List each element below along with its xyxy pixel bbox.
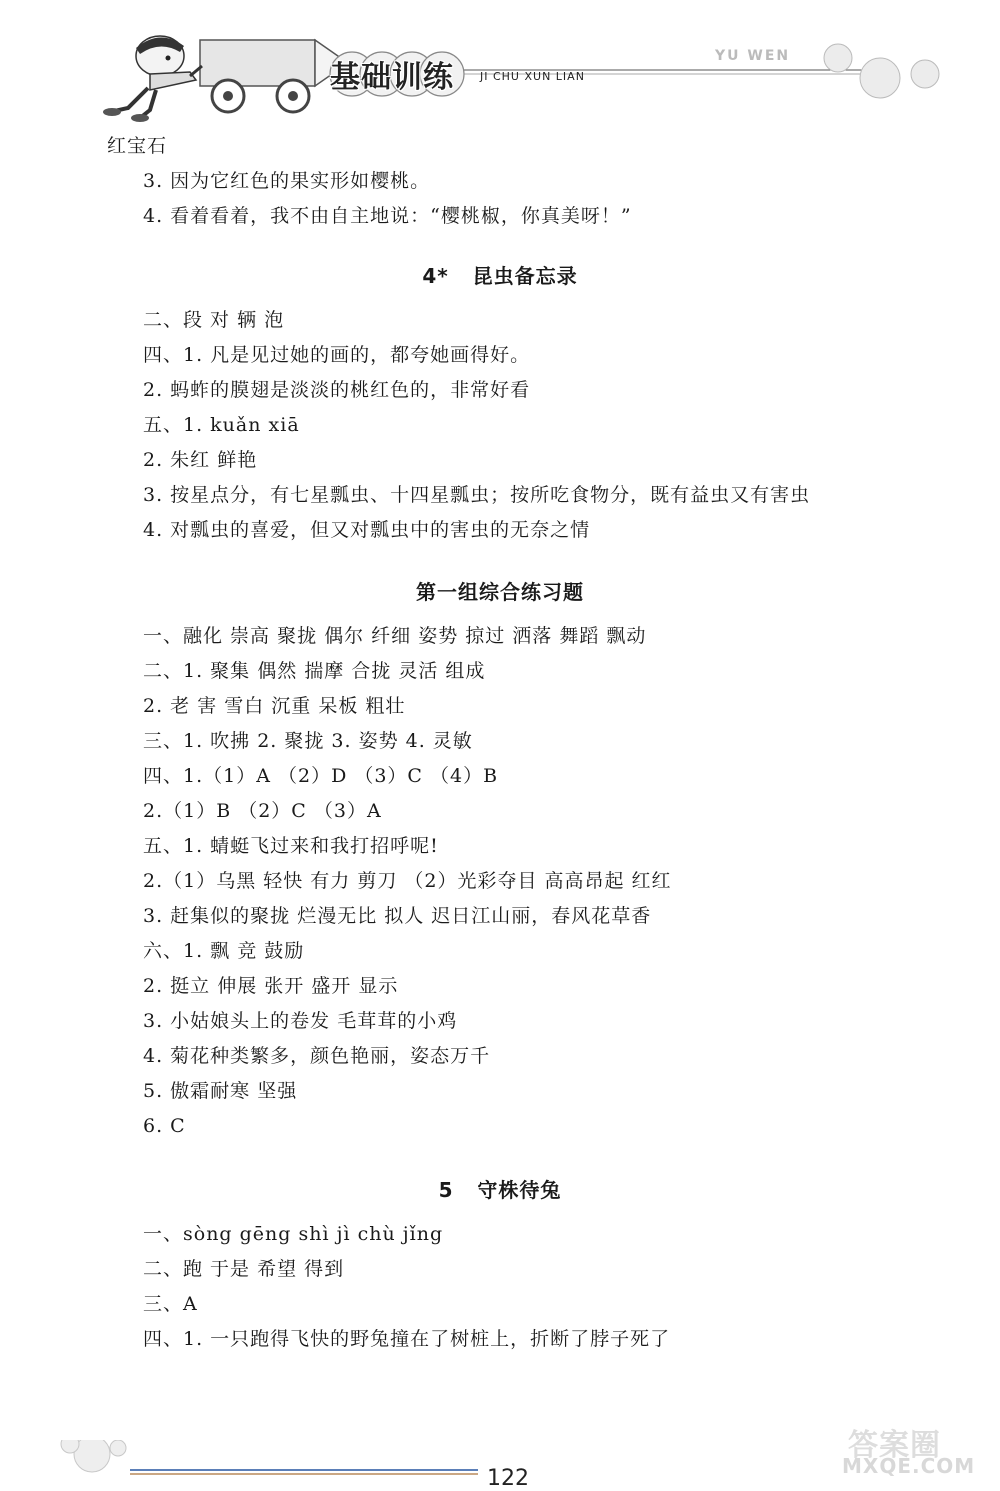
text-line: 五、1. kuǎn xiā	[143, 414, 300, 436]
text-line: 2.（1）乌黑 轻快 有力 剪刀 （2）光彩夺目 高高昂起 红红	[143, 870, 672, 892]
text-line: 六、1. 飘 竞 鼓励	[143, 940, 305, 962]
text-line: 四、1. 一只跑得飞快的野兔撞在了树桩上，折断了脖子死了	[143, 1328, 671, 1350]
text-line: 二、跑 于是 希望 得到	[143, 1258, 345, 1280]
page-number: 122	[487, 1466, 529, 1491]
section-heading: 5 守株待兔	[438, 1178, 562, 1202]
cartoon-boy-icon	[103, 36, 202, 122]
section-heading: 第一组综合练习题	[416, 580, 584, 604]
banner-subtitle: JI CHU XUN LIAN	[480, 70, 585, 83]
section-heading: 4* 昆虫备忘录	[422, 264, 578, 288]
text-line: 3. 因为它红色的果实形如樱桃。	[143, 170, 431, 192]
text-line: 二、段 对 辆 泡	[143, 309, 285, 331]
text-line: 4. 菊花种类繁多，颜色艳丽，姿态万千	[143, 1045, 491, 1067]
text-line: 四、1. 凡是见过她的画的，都夸她画得好。	[143, 344, 531, 366]
text-line: 2. 蚂蚱的膜翅是淡淡的桃红色的，非常好看	[143, 379, 531, 401]
text-line: 红宝石	[107, 135, 168, 157]
subject-label: YU WEN	[715, 48, 791, 64]
text-line: 二、1. 聚集 偶然 揣摩 合拢 灵活 组成	[143, 660, 486, 682]
text-line: 2. 挺立 伸展 张开 盛开 显示	[143, 975, 399, 997]
text-line: 三、1. 吹拂 2. 聚拢 3. 姿势 4. 灵敏	[143, 730, 473, 752]
text-line: 一、融化 崇高 聚拢 偶尔 纤细 姿势 掠过 洒落 舞蹈 飘动	[143, 625, 647, 647]
text-line: 2. 朱红 鲜艳	[143, 449, 258, 471]
text-line: 6. C	[143, 1115, 186, 1137]
text-line: 5. 傲霜耐寒 坚强	[143, 1080, 298, 1102]
header-decoration	[0, 0, 1000, 130]
text-line: 2.（1）B （2）C （3）A	[143, 800, 382, 822]
text-line: 一、sòng gēng shì jì chù jǐng	[143, 1223, 444, 1245]
watermark-logo: 答案圈	[848, 1428, 941, 1463]
banner-title: 基础训练	[330, 60, 454, 95]
text-line: 4. 看着看着，我不由自主地说：“樱桃椒，你真美呀！”	[143, 205, 632, 227]
text-line: 三、A	[143, 1293, 198, 1315]
flower-decoration-icon	[61, 1440, 126, 1472]
text-line: 3. 按星点分，有七星瓢虫、十四星瓢虫；按所吃食物分，既有益虫又有害虫	[143, 484, 811, 506]
text-line: 2. 老 害 雪白 沉重 呆板 粗壮	[143, 695, 406, 717]
text-line: 五、1. 蜻蜓飞过来和我打招呼呢!	[143, 835, 439, 857]
text-line: 3. 赶集似的聚拢 烂漫无比 拟人 迟日江山丽，春风花草香	[143, 905, 652, 927]
text-line: 3. 小姑娘头上的卷发 毛茸茸的小鸡	[143, 1010, 458, 1032]
watermark-url: MXQE.COM	[842, 1454, 976, 1478]
text-line: 四、1.（1）A （2）D （3）C （4）B	[143, 765, 499, 787]
text-line: 4. 对瓢虫的喜爱，但又对瓢虫中的害虫的无奈之情	[143, 519, 591, 541]
header-banner	[0, 0, 1000, 130]
leaf-decoration-icon	[824, 44, 939, 98]
pencil-cart-icon	[200, 40, 348, 112]
